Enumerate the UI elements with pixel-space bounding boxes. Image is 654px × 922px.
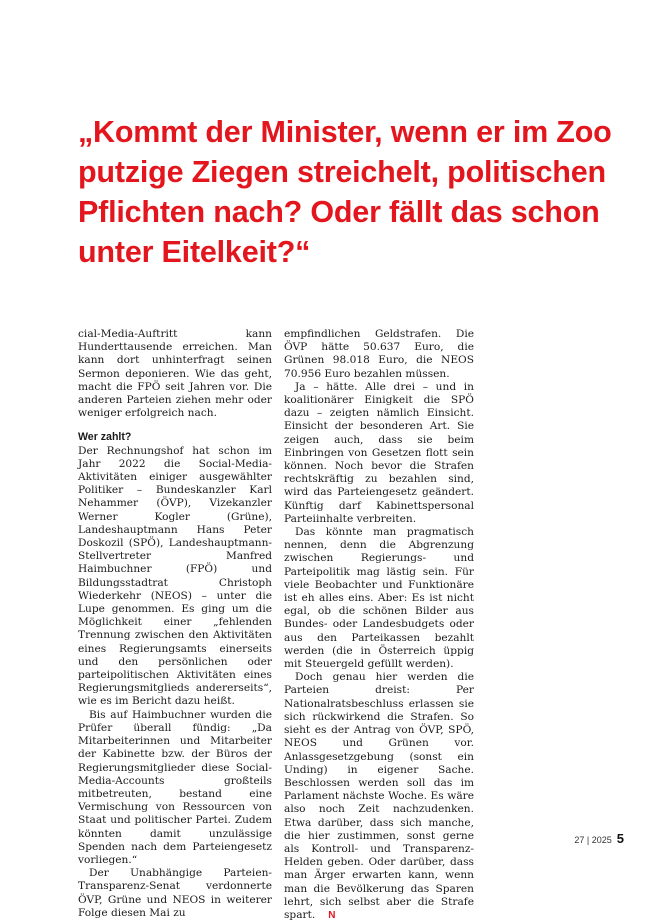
page-number: 5 [616,831,624,846]
section-heading: Wer zahlt? [78,431,132,444]
end-mark-icon: N [328,909,336,921]
paragraph: Der Unabhängige Parteien-Transparenz-Senat verdonnerte ÖVP, Grüne und NEOS in weiterer Folge diesen Mai zu [78,867,272,919]
paragraph: empfindlichen Geldstrafen. Die ÖVP hätte 50.637 Euro, die Grünen 98.018 Euro, die NEOS 70.956 Euro bezahlen müssen. [284,328,474,380]
issue-number: 27 | 2025 [574,835,612,845]
article-column-left [78,328,272,920]
paragraph: Der Rechnungshof hat schon im Jahr 2022 die Social-Media-Aktivitäten einiger ausgewählter Politiker – Bundeskanzler Karl Nehammer (ÖVP), Vizekanzler Werner Kogler (Grüne), Landeshauptmann Hans Peter Doskozil (SPÖ), Landeshauptmann-Stellvertreter Manfred Haimbuchner (FPÖ) und Bildungsstadtrat Christoph Wiederkehr (NEOS) – unter die Lupe genommen. Es ging um die Möglichkeit einer „fehlenden Trennung zwischen den Aktivitäten eines Regierungsamts einerseits und den persönlichen oder parteipolitischen Aktivitäten eines Regierungsmitglieds andererseits“, wie es im Bericht dazu heißt. [78,444,272,708]
paragraph: Bis auf Haimbuchner wurden die Prüfer überall fündig: „Da Mitarbeiterinnen und Mitarbeiter der Kabinette bzw. der Büros der Regierungsmitglieder diese Social-Media-Accounts großteils mitbetreuten, bestand eine Vermischung von Ressourcen von Staat und politischer Partei. Zudem könnten damit unzulässige Spenden nach dem Parteiengesetz vorliegen.“ [78,708,272,866]
page-footer [574,831,624,846]
paragraph: Ja – hätte. Alle drei – und in koalitionärer Einigkeit die SPÖ dazu – zeigten nämlich Einsicht. Einsicht der besonderen Art. Sie zeigen auch, dass sie beim Einbringen von Gesetzen flott sein können. Noch bevor die Strafen rechtskräftig zu bezahlen sind, wird das Parteiengesetz geändert. Künftig darf Kabinettspersonal Parteiinhalte verbreiten. [284,380,474,525]
paragraph-text: Doch genau hier werden die Parteien dreist: Per Nationalratsbeschluss erlassen sie sich rückwirkend die Strafen. So sieht es der Antrag von ÖVP, SPÖ, NEOS und Grünen vor. Anlassgesetzgebung (sonst ein Unding) in eigener Sache. Beschlossen werden soll das im Parlament nächste Woche. Es wäre also noch Zeit nachzudenken. Etwa darüber, dass sich manche, die hier zustimmen, sonst gerne als Kontroll- und Transparenz-Helden geben. Oder darüber, dass man Ärger erwarten kann, wenn man die Bevölkerung das Sparen lehrt, sich selbst aber die Strafe spart. [284,671,474,921]
paragraph-last [284,671,474,922]
pull-quote: „Kommt der Minister, wenn er im Zoo putzige Ziegen streichelt, politischen Pflichten nach? Oder fällt das schon unter Eitelkeit?“ [78,115,612,269]
paragraph: cial-Media-Auftritt kann Hunderttausende erreichen. Man kann dort unhinterfragt seinen Sermon deponieren. Wie das geht, macht die FPÖ seit Jahren vor. Die anderen Parteien ziehen mehr oder weniger erfolgreich nach. [78,328,272,420]
article-column-right [284,328,474,922]
paragraph: Das könnte man pragmatisch nennen, denn die Abgrenzung zwischen Regierungs- und Parteipolitik mag lästig sein. Für viele Beobachter und Funktionäre ist eh alles eins. Aber: Es ist nicht egal, ob die schönen Bilder aus Bundes- oder Landesbudgets oder aus den Parteikassen bezahlt werden (die in Österreich üppig mit Steuergeld gefüllt werden). [284,526,474,671]
